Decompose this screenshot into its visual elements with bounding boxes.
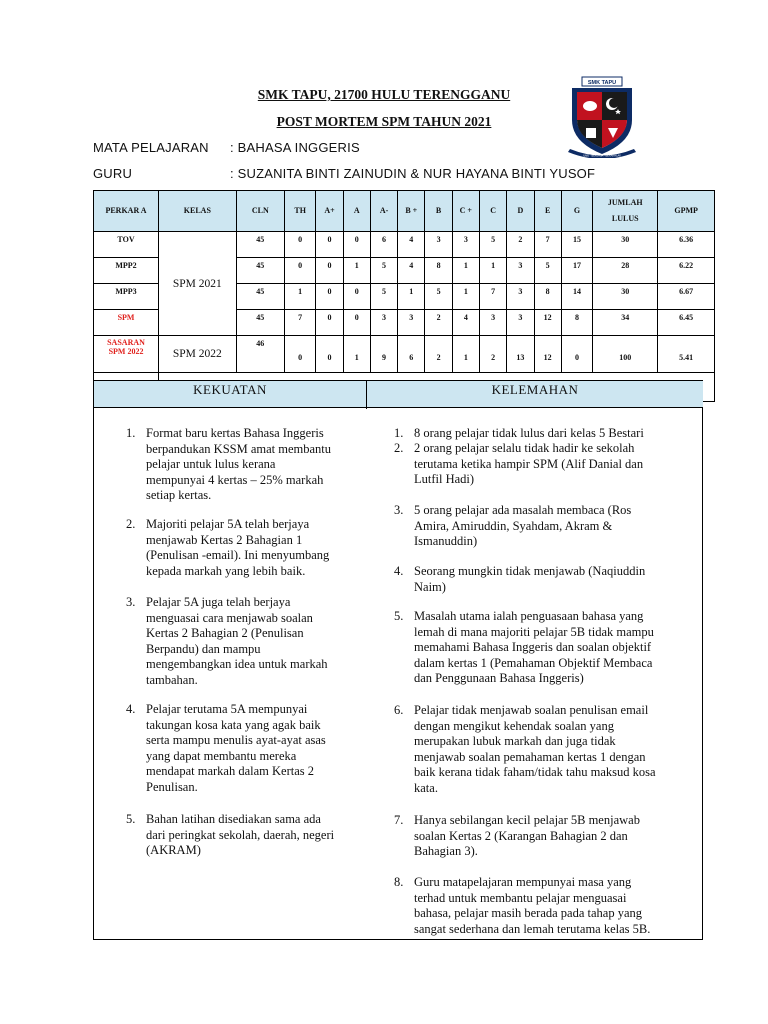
kelas-cell: SPM 2022 xyxy=(159,336,237,373)
table-cell: 3 xyxy=(370,310,397,336)
subject-label: MATA PELAJARAN xyxy=(93,140,209,155)
item-number: 4. xyxy=(394,564,404,578)
table-cell: 3 xyxy=(507,284,534,310)
table-cell: 0 xyxy=(316,232,343,258)
item-line: mendapat markah dalam Kertas 2 xyxy=(146,764,314,778)
item-line: Naim) xyxy=(414,579,446,594)
table-cell: 8 xyxy=(534,284,561,310)
item-line: mengembangkan idea untuk markah xyxy=(146,657,328,671)
item-number: 7. xyxy=(394,813,404,827)
item-line: Bahan latihan disediakan sama ada xyxy=(146,812,321,826)
perkara-cell: TOV xyxy=(94,232,159,258)
kelas-cell: SPM 2021 xyxy=(159,232,237,336)
results-table xyxy=(93,190,715,402)
item-line: baik kerana tidak faham/tidak tahu maksud kosa xyxy=(414,765,656,779)
table-cell: 5 xyxy=(370,284,397,310)
table-cell: 1 xyxy=(343,258,370,284)
item-line: Amira, Amiruddin, Syahdam, Akram & xyxy=(414,518,613,533)
item-line: menjawab Kertas 2 Bahagian 1 xyxy=(146,532,303,547)
logo-motto: ILMU · BERJASA · BERAKHLAK xyxy=(582,154,622,158)
table-cell: 1 xyxy=(398,284,425,310)
table-cell: 2 xyxy=(425,336,452,373)
item-number: 2. xyxy=(394,441,404,455)
item-line: 8 orang pelajar tidak lulus dari kelas 5 Bestari xyxy=(414,426,644,440)
col-header: G xyxy=(561,191,592,232)
col-header: PERKAR A xyxy=(94,191,159,232)
item-number: 3. xyxy=(394,503,404,517)
item-line: tambahan. xyxy=(146,672,198,687)
item-line: sangat sederhana dan lemah terutama kelas 5B. xyxy=(414,921,651,936)
item-number: 8. xyxy=(394,875,404,889)
item-line: mempunyai 4 kertas – 25% markah xyxy=(146,472,324,487)
item-line: menguasai cara menjawab soalan xyxy=(146,610,313,625)
table-cell: 15 xyxy=(561,232,592,258)
table-cell: 34 xyxy=(593,310,658,336)
table-cell: 7 xyxy=(534,232,561,258)
item-line: Pelajar 5A juga telah berjaya xyxy=(146,595,291,609)
item-number: 6. xyxy=(394,703,404,717)
table-row xyxy=(94,232,715,258)
table-cell: 45 xyxy=(236,310,284,336)
table-cell: 46 xyxy=(236,336,284,373)
item-line: dalam kertas 1 (Pemahaman Objektif Membaca xyxy=(414,655,653,670)
col-header: JUMLAH LULUS xyxy=(593,191,658,232)
table-cell: 1 xyxy=(452,258,479,284)
col-header: C xyxy=(479,191,506,232)
table-cell: 100 xyxy=(593,336,658,373)
item-number: 4. xyxy=(126,702,136,716)
table-cell: 6.45 xyxy=(658,310,715,336)
item-line: yang dapat membantu mereka xyxy=(146,748,297,763)
col-header: GPMP xyxy=(658,191,715,232)
col-header: E xyxy=(534,191,561,232)
table-cell: 13 xyxy=(507,336,534,373)
item-line: pelajar untuk lulus kerana xyxy=(146,457,276,471)
item-line: bahasa, pelajar masih berada pada tahap yang xyxy=(414,906,643,920)
table-cell: 9 xyxy=(370,336,397,373)
col-header: D xyxy=(507,191,534,232)
item-line: Bahagian 3). xyxy=(414,844,478,858)
col-header: A xyxy=(343,191,370,232)
col-header: B + xyxy=(398,191,425,232)
item-line: berpandukan KSSM amat membantu xyxy=(146,441,332,456)
table-cell: 3 xyxy=(507,258,534,284)
item-number: 3. xyxy=(126,595,136,609)
table-cell: 3 xyxy=(507,310,534,336)
subject-value: : BAHASA INGGERIS xyxy=(230,140,360,155)
item-line: kepada markah yang lebih baik. xyxy=(146,563,306,578)
item-number: 1. xyxy=(126,426,136,440)
table-cell: 1 xyxy=(452,284,479,310)
item-line: (Penulisan -email). Ini menyumbang xyxy=(146,548,330,562)
item-line: Kertas 2 Bahagian 2 (Penulisan xyxy=(146,626,304,640)
table-cell: 14 xyxy=(561,284,592,310)
col-header: CLN xyxy=(236,191,284,232)
perkara-cell: MPP2 xyxy=(94,258,159,284)
item-line: Masalah utama ialah penguasaan bahasa yang xyxy=(414,609,644,623)
table-cell: 6.67 xyxy=(658,284,715,310)
teacher-label: GURU xyxy=(93,166,133,181)
table-cell: 0 xyxy=(316,336,343,373)
item-line: terhad untuk membantu pelajar menguasai xyxy=(414,890,627,905)
kekuatan-heading: KEKUATAN xyxy=(94,381,366,408)
item-line: dari peringkat sekolah, daerah, negeri xyxy=(146,827,335,842)
table-cell: 2 xyxy=(479,336,506,373)
teacher-value: : SUZANITA BINTI ZAINUDIN & NUR HAYANA BINTI YUSOF xyxy=(230,166,596,181)
analysis-box xyxy=(93,380,703,940)
table-cell: 1 xyxy=(284,284,315,310)
item-number: 5. xyxy=(394,609,404,623)
item-line: Pelajar terutama 5A mempunyai xyxy=(146,702,308,716)
item-line: 5 orang pelajar ada masalah membaca (Ros xyxy=(414,503,632,517)
table-cell: 3 xyxy=(479,310,506,336)
table-cell: 8 xyxy=(425,258,452,284)
table-cell: 5 xyxy=(425,284,452,310)
table-row xyxy=(94,336,715,373)
table-cell: 5 xyxy=(534,258,561,284)
item-line: Berpandu) dan mampu xyxy=(146,641,261,656)
item-line: Seorang mungkin tidak menjawab (Naqiuddin xyxy=(414,564,646,578)
col-header: KELAS xyxy=(159,191,237,232)
table-cell: 0 xyxy=(343,284,370,310)
table-cell: 0 xyxy=(343,232,370,258)
table-cell: 3 xyxy=(425,232,452,258)
table-cell: 3 xyxy=(398,310,425,336)
perkara-cell: MPP3 xyxy=(94,284,159,310)
school-title: SMK TAPU, 21700 HULU TERENGGANU xyxy=(257,87,511,102)
table-cell: 30 xyxy=(593,284,658,310)
table-cell: 4 xyxy=(452,310,479,336)
table-cell: 45 xyxy=(236,232,284,258)
table-cell: 12 xyxy=(534,336,561,373)
table-cell: 6 xyxy=(370,232,397,258)
table-cell: 30 xyxy=(593,232,658,258)
item-line: kata. xyxy=(414,780,438,795)
table-cell: 3 xyxy=(452,232,479,258)
table-cell: 0 xyxy=(284,336,315,373)
table-cell: 7 xyxy=(284,310,315,336)
item-line: memahami Bahasa Inggeris dan soalan objektif xyxy=(414,640,652,654)
item-line: takungan kosa kata yang agak baik xyxy=(146,717,321,732)
item-line: 2 orang pelajar selalu tidak hadir ke sekolah xyxy=(414,441,635,455)
school-logo xyxy=(566,76,638,158)
table-cell: 5 xyxy=(479,232,506,258)
table-cell: 8 xyxy=(561,310,592,336)
table-cell: 0 xyxy=(316,258,343,284)
item-line: serta mampu menulis ayat-ayat asas xyxy=(146,733,326,747)
item-line: dengan mengikut kehendak soalan yang xyxy=(414,718,614,733)
col-header: C + xyxy=(452,191,479,232)
col-header: A- xyxy=(370,191,397,232)
table-cell: 17 xyxy=(561,258,592,284)
table-cell: 45 xyxy=(236,258,284,284)
table-cell: 0 xyxy=(316,284,343,310)
table-header-row xyxy=(94,191,715,232)
logo-text: SMK TAPU xyxy=(587,80,617,86)
item-line: Guru matapelajaran mempunyai masa yang xyxy=(414,875,632,889)
table-cell: 5.41 xyxy=(658,336,715,373)
table-cell: 4 xyxy=(398,258,425,284)
table-cell: 1 xyxy=(452,336,479,373)
item-line: Pelajar tidak menjawab soalan penulisan email xyxy=(414,703,649,717)
item-line: lemah di mana majoriti pelajar 5B tidak mampu xyxy=(414,624,654,639)
table-cell: 0 xyxy=(284,232,315,258)
item-number: 2. xyxy=(126,517,136,531)
table-cell: 6 xyxy=(398,336,425,373)
report-title: POST MORTEM SPM TAHUN 2021 xyxy=(276,114,492,129)
item-line: Ismanuddin) xyxy=(414,534,478,548)
table-cell: 0 xyxy=(284,258,315,284)
table-cell: 0 xyxy=(561,336,592,373)
table-cell: 6.36 xyxy=(658,232,715,258)
kelemahan-heading: KELEMAHAN xyxy=(367,381,703,408)
col-header: TH xyxy=(284,191,315,232)
item-line: dan Penggunaan Bahasa Inggeris) xyxy=(414,671,584,685)
table-cell: 5 xyxy=(370,258,397,284)
table-cell: 0 xyxy=(343,310,370,336)
item-line: Format baru kertas Bahasa Inggeris xyxy=(146,426,324,440)
table-cell: 7 xyxy=(479,284,506,310)
table-cell: 0 xyxy=(316,310,343,336)
table-cell: 45 xyxy=(236,284,284,310)
table-cell: 4 xyxy=(398,232,425,258)
item-line: Lutfil Hadi) xyxy=(414,472,475,486)
table-cell: 28 xyxy=(593,258,658,284)
item-line: (AKRAM) xyxy=(146,843,201,857)
item-line: terutama ketika hampir SPM (Alif Danial dan xyxy=(414,456,644,471)
item-line: soalan Kertas 2 (Karangan Bahagian 2 dan xyxy=(414,828,628,843)
table-cell: 6.22 xyxy=(658,258,715,284)
table-cell: 12 xyxy=(534,310,561,336)
item-number: 1. xyxy=(394,426,404,440)
item-line: merupakan lubuk markah dan juga tidak xyxy=(414,734,616,748)
item-number: 5. xyxy=(126,812,136,826)
perkara-cell: SPM xyxy=(94,310,159,336)
col-header: A+ xyxy=(316,191,343,232)
item-line: Majoriti pelajar 5A telah berjaya xyxy=(146,517,310,531)
table-cell: 1 xyxy=(343,336,370,373)
table-cell: 2 xyxy=(425,310,452,336)
perkara-cell: SASARAN SPM 2022 xyxy=(94,336,159,373)
item-line: Hanya sebilangan kecil pelajar 5B menjawab xyxy=(414,813,640,827)
item-line: menjawab soalan pemahaman kertas 1 dengan xyxy=(414,749,646,764)
table-cell: 1 xyxy=(479,258,506,284)
item-line: Penulisan. xyxy=(146,779,198,794)
item-line: setiap kertas. xyxy=(146,488,212,502)
table-cell: 2 xyxy=(507,232,534,258)
col-header: B xyxy=(425,191,452,232)
